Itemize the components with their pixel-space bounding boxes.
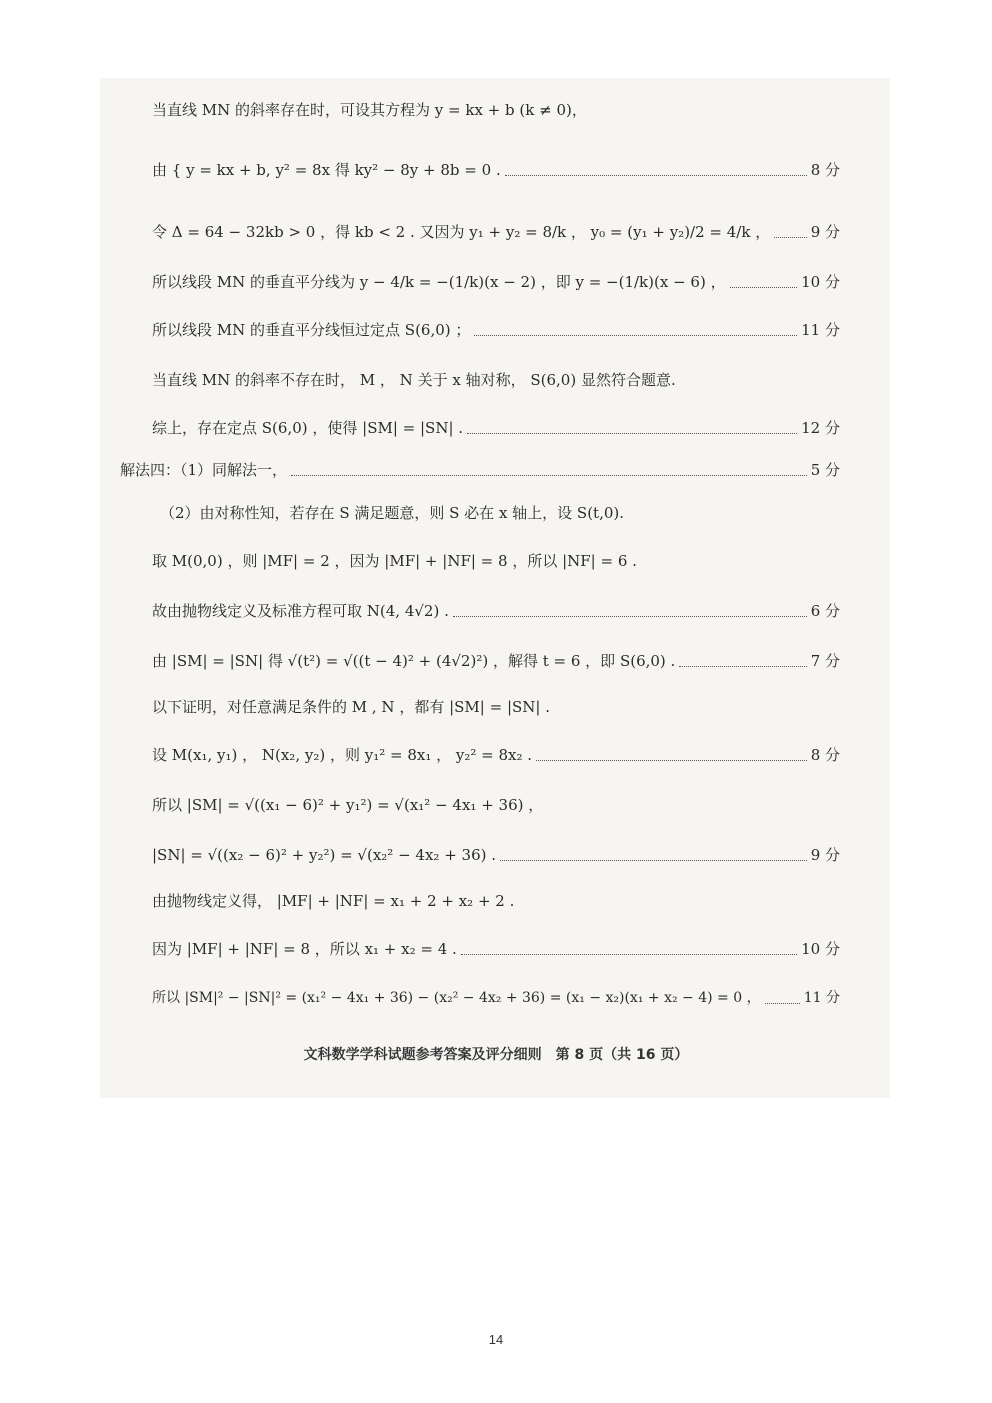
line-text: 以下证明，对任意满足条件的 M , N ，都有 |SM| = |SN| . [152, 698, 550, 716]
line-text: 由抛物线定义得， |MF| + |NF| = x₁ + 2 + x₂ + 2 . [152, 892, 515, 910]
dot-leader [505, 175, 807, 176]
score-label: 9 分 [810, 223, 840, 241]
score-label: 11 分 [801, 321, 840, 339]
line-text: 当直线 MN 的斜率不存在时， M ， N 关于 x 轴对称， S(6,0) 显然符合题意. [152, 371, 676, 389]
solution-line [152, 845, 840, 865]
solution-line [152, 795, 543, 815]
line-text: 设 M(x₁, y₁) ， N(x₂, y₂) ，则 y₁² = 8x₁ ， y₂² = 8x₂ . [152, 746, 533, 764]
dot-leader [730, 287, 798, 288]
dot-leader [453, 616, 807, 617]
line-text: 所以线段 MN 的垂直平分线为 y − 4/k = −(1/k)(x − 2) ，即 y = −(1/k)(x − 6) ， [152, 273, 726, 291]
page-footer: 文科数学学科试题参考答案及评分细则 第 8 页（共 16 页） [303, 1047, 689, 1063]
score-label: 8 分 [810, 161, 840, 179]
line-text: 所以 |SM| = √((x₁ − 6)² + y₁²) = √(x₁² − 4x₁ + 36) ， [152, 796, 544, 814]
page-number: 14 [488, 1332, 504, 1347]
solution-line [152, 551, 637, 571]
dot-leader [291, 475, 807, 476]
solution-line [152, 988, 840, 1008]
line-text: 取 M(0,0) ，则 |MF| = 2 ，因为 |MF| + |NF| = 8 ，所以 |NF| = 6 . [152, 552, 637, 570]
dot-leader [500, 860, 807, 861]
score-label: 12 分 [801, 419, 840, 437]
solution-line [152, 418, 840, 438]
line-text: 所以 |SM|² − |SN|² = (x₁² − 4x₁ + 36) − (x₂² − 4x₂ + 36) = (x₁ − x₂)(x₁ + x₂ − 4) = 0 ， [152, 990, 761, 1006]
line-text: |SN| = √((x₂ − 6)² + y₂²) = √(x₂² − 4x₂ + 36) . [152, 846, 497, 864]
solution-line [152, 745, 840, 765]
line-text: （2）由对称性知，若存在 S 满足题意，则 S 必在 x 轴上，设 S(t,0). [160, 504, 625, 522]
solution-line [152, 222, 840, 242]
dot-leader [679, 666, 806, 667]
score-label: 7 分 [810, 652, 840, 670]
line-text: 所以线段 MN 的垂直平分线恒过定点 S(6,0) ； [152, 321, 471, 339]
solution-line [152, 320, 840, 340]
solution-line [152, 370, 676, 390]
solution-line [152, 697, 550, 717]
dot-leader [774, 237, 806, 238]
dot-leader [461, 954, 797, 955]
score-label: 6 分 [810, 602, 840, 620]
line-text: 故由抛物线定义及标准方程可取 N(4, 4√2) . [152, 602, 449, 620]
line-text: 解法四：（1）同解法一， [120, 461, 288, 479]
score-label: 9 分 [810, 846, 840, 864]
line-text: 当直线 MN 的斜率存在时，可设其方程为 y = kx + b (k ≠ 0)， [152, 101, 587, 119]
dot-leader [474, 335, 797, 336]
dot-leader [765, 1003, 800, 1004]
line-text: 因为 |MF| + |NF| = 8 ，所以 x₁ + x₂ = 4 . [152, 940, 457, 958]
solution-line [152, 651, 840, 671]
score-label: 11 分 [803, 990, 840, 1006]
score-label: 10 分 [801, 940, 840, 958]
solution-line [152, 160, 840, 180]
line-text: 由 |SM| = |SN| 得 √(t²) = √((t − 4)² + (4√2)²) ，解得 t = 6 ，即 S(6,0) . [152, 652, 676, 670]
line-text: 由 { y = kx + b, y² = 8x 得 ky² − 8y + 8b = 0 . [152, 161, 501, 179]
score-label: 5 分 [810, 461, 840, 479]
solution-line [152, 100, 587, 120]
score-label: 8 分 [810, 746, 840, 764]
solution-line [160, 503, 624, 523]
solution-line [152, 939, 840, 959]
solution-line [120, 460, 840, 480]
dot-leader [467, 433, 797, 434]
line-text: 综上，存在定点 S(6,0) ，使得 |SM| = |SN| . [152, 419, 464, 437]
dot-leader [536, 760, 807, 761]
score-label: 10 分 [801, 273, 840, 291]
solution-line [152, 272, 840, 292]
solution-line [152, 891, 514, 911]
solution-line [152, 601, 840, 621]
line-text: 令 Δ = 64 − 32kb > 0 ，得 kb < 2 . 又因为 y₁ + y₂ = 8/k ， y₀ = (y₁ + y₂)/2 = 4/k ， [152, 223, 771, 241]
